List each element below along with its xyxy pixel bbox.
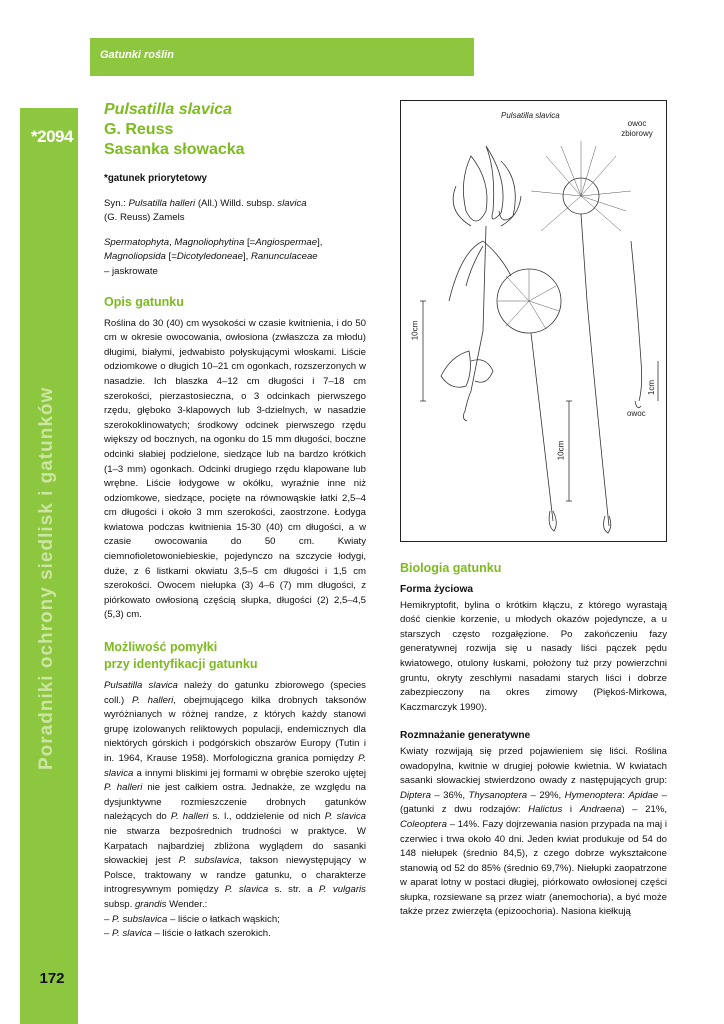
species-code: *2094 [31,127,73,146]
species-latin-name: Pulsatilla slavica [104,101,233,118]
heading-pomylka: Możliwość pomyłki przy identyfikacji gatunku [104,640,258,672]
figure-caption: Pulsatilla slavica [501,111,560,120]
plant-drawing [401,101,666,541]
species-polish-name: Sasanka słowacka [104,141,245,158]
pomylka-text: Pulsatilla slavica należy do gatunku zbiorowego (species coll.) P. halleri, obejmującego kilka drobnych taksonów wyróżnianych w różnej randze, z których każdy stanowi grupę izolowanych reliktowych populacji, endemicznych dla niektórych górskich i podgórskich obszarów Europy (Tutin i in. 1964, Krause 1958). Morfologiczna granica pomiędzy P. slavica a innymi bliskimi jej formami w obrębie szeroko ujętej P. halleri nie jest całkiem ostra. Jednakże, ze względu na dysjunktywne rozmieszczenie drobnych gatunków należących do P. halleri s. l., oddzielenie od nich P. slavica nie stwarza bezpośrednich trudności w praktyce. W Karpatach najbardziej zbliżona wyglądem do sasanki słowackiej jest P. subslavica, takson niewystępujący w Polsce, traktowany w randze gatunku, o charakterze introgresywnym pomiędzy P. slavica s. str. a P. vulgaris subsp. grandis Wender.: [104,680,367,910]
forma-text: Hemikryptofit, bylina o krótkim kłączu, z którego wyrastają dość cienkie korzenie, u młodych okazów pojedyncze, a u starszych często rozgałęzione. Po zakończeniu fazy generatywnej rozwija się u nasady liści pączek pędu kwiatowego, otulony łuskami, położony tuż przy powierzchni gruntu, okryty zeschłymi nasadami starych liści i dobrze zabezpieczony na okres zimowy (Piękoś-Mirkowa, Kaczmarczyk 1990). [400,599,667,713]
heading-biologia: Biologia gatunku [400,561,502,575]
label-fruit-group: owoc zbiorowy [621,119,653,138]
section-header [90,38,474,76]
priority-note: *gatunek priorytetowy [104,173,207,184]
series-title-vertical: Poradniki ochrony siedlisk i gatunków [36,386,57,770]
opis-text: Roślina do 30 (40) cm wysokości w czasie kwitnienia, i do 50 cm w okresie owocowania, owłosiona (zwłaszcza za młodu) długimi, białymi, jedwabisto połyskującymi włoskami. Liście odziomkowe o długich 10–21 cm ogonkach, rozszerzonych w nasadzie. Ich blaszka 4–12 cm długości i 7–18 cm szerokości, pierzastosieczna, o 3 odcinkach pierwszego rzędu, głęboko 3-klapowych lub 3-dzielnych, w nasadzie szerokoklinowatych; środkowy odcinek pierwszego rzędu większy od bocznych, na ogonku do 15 mm długości, boczne odcinki słabiej podzielone, siedzące lub na bardzo krótkich (1–3 mm) ogonkach. Odcinki drugiego rzędu klapowane lub wrębne. Liście łodygowe w okółku, wyraźnie inne niż odziomkowe, siedzące, pocięte na równowąskie łatki 2,5–4 cm długości i około 3 mm szerokości, zaostrzone. Łodyga kwiatowa podczas kwitnienia 15-30 (40) cm długości, a w czasie owocowania do 50 cm. Kwiaty ciemnofioletowoniebieskie, pojedynczo na szczycie łodygi, duże, z 6 listkami okwiatu 3,5–5 cm długości i 1,5 cm szerokości. Owocem niełupka (3) 4–6 (7) mm długości, z piórkowato owłosioną częścią słupka, długości (2) 2,5–4,5 (5,3) cm. [104,317,366,621]
pomylka-list-item: – P. slavica – liście o łatkach szerokich. [104,928,271,940]
botanical-illustration [400,100,667,542]
scale-label: 10cm [556,440,566,461]
synonym: Syn.: Pulsatilla halleri (All.) Willd. subsp. slavica (G. Reuss) Zamels [104,197,307,224]
pomylka-list-item: – P. subslavica – liście o łatkach wąskich; [104,913,280,925]
taxonomy: Spermatophyta, Magnoliophytina [=Angiospermae], Magnoliopsida [=Dicotyledoneae], Ranunculaceae – jaskrowate [104,236,323,277]
label-fruit: owoc [627,409,646,418]
rozmnazanie-text: Kwiaty rozwijają się przed pojawieniem się liści. Roślina owadopylna, kwitnie w drugiej połowie kwietnia. W kwiatach sasanki słowackiej stwierdzono owady z następujących grup: Diptera – 36%, Thysanoptera – 29%, Hymenoptera: Apidae – (gatunki z dwu rodzajów: Halictus i Andraena) – 21%, Coleoptera – 14%. Fazy dojrzewania nasion przypada na maj i czerwiec i trwa około 40 dni. Jeden kwiat produkuje od 54 do 148 niełupek (średnio 84,5), z czego dobrze wykształcone stanowią od 52 do 85% (średnio 69,7%). Niełupki zaopatrzone w aparat lotny w postaci długiej, piórkowato owłosionej części słupka, rozsiewane są przez wiatr (anemochoria), a być może także przez zwierzęta (epizoochoria). Nasiona kiełkują [400,745,667,918]
subheading-forma: Forma życiowa [400,584,474,595]
section-header-label: Gatunki roślin [100,49,174,61]
scale-label: 10cm [410,320,420,341]
page-number: 172 [39,970,65,987]
scale-label: 1cm [647,379,657,396]
left-column [104,100,366,942]
heading-opis: Opis gatunku [104,294,184,309]
subheading-rozmnazanie: Rozmnażanie generatywne [400,730,531,742]
right-column [400,560,667,920]
species-author: G. Reuss [104,121,174,138]
